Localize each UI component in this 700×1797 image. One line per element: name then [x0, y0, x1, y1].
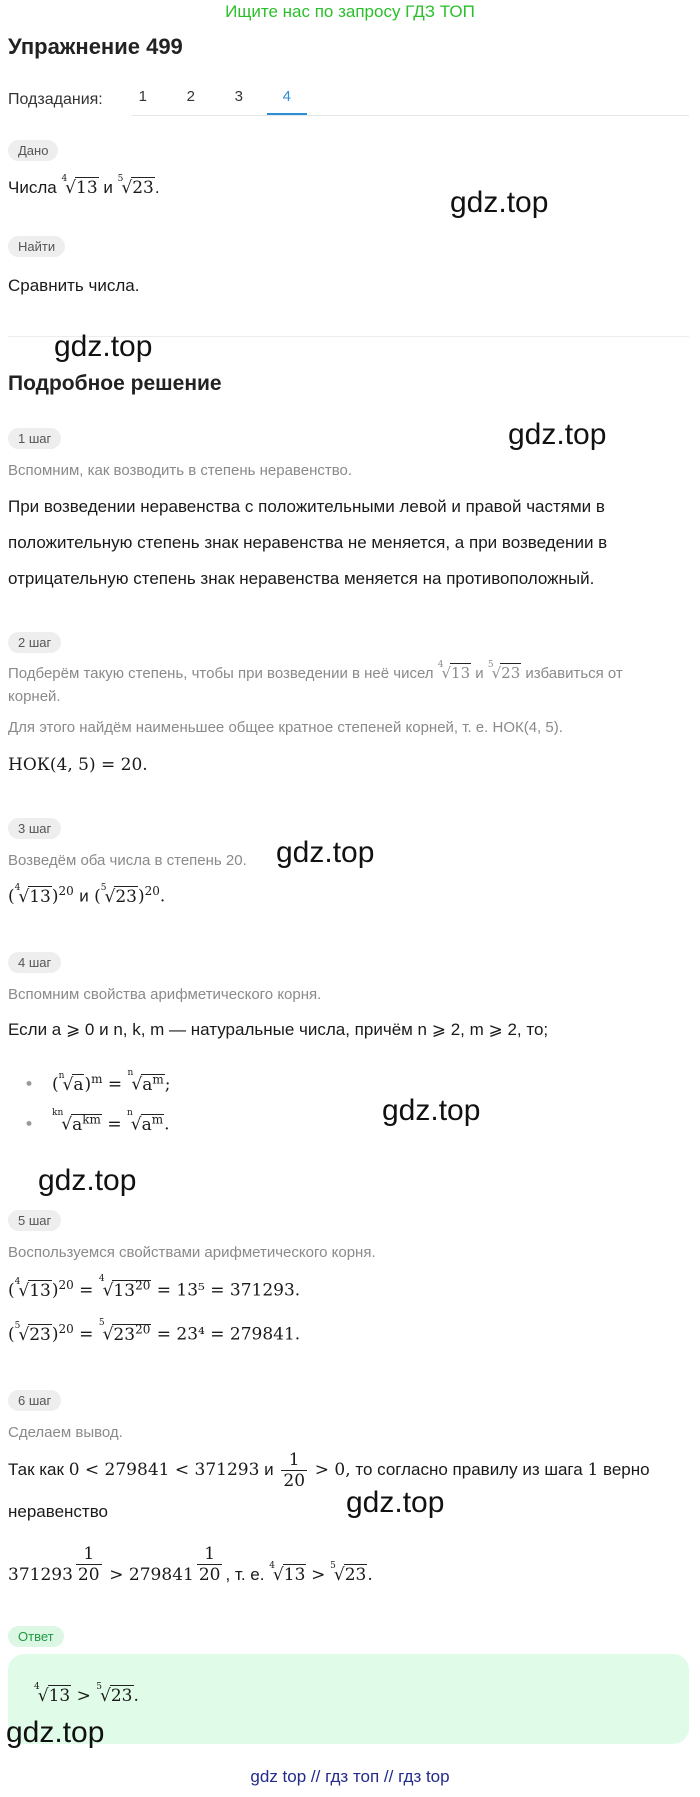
root-value: 23 — [132, 178, 154, 198]
answer-expression: $^4$√13 > $^5$√23. — [34, 1682, 139, 1706]
root-index: 4 — [14, 1276, 21, 1287]
given-chip: Дано — [8, 140, 58, 161]
prop1-eq: = — [107, 1074, 128, 1095]
frac-num: 1 — [197, 1544, 223, 1565]
step4-property-2: $•^{kn}√a^{km} = ^n√a^m$. — [24, 1108, 170, 1135]
subtasks-label: Подзадания: — [8, 90, 103, 108]
step2-hint — [8, 660, 623, 682]
tab-subtask-3[interactable]: 3 — [234, 88, 243, 105]
exponent: 20 — [58, 884, 74, 898]
root-index: 4 — [437, 660, 444, 670]
root-index: 5 — [487, 660, 494, 670]
given-end: . — [154, 178, 160, 197]
root-index: 5 — [330, 1561, 336, 1571]
watermark: gdz.top — [346, 1486, 445, 1519]
step5-line1-rest: = 13⁵ = 371293. — [156, 1280, 301, 1301]
solution-title: Подробное решение — [8, 372, 222, 395]
step1-line1: При возведении неравенства с положительными левой и правой частями в — [8, 497, 605, 516]
root-5-23: $^5$√23 — [487, 660, 521, 682]
root-value: 13 — [48, 1686, 71, 1706]
root-5-23: $^5$√23 — [117, 174, 154, 198]
root-value: 23 — [115, 886, 137, 907]
tab-subtask-1[interactable]: 1 — [138, 88, 147, 105]
tab-subtask-4[interactable]: 4 — [263, 84, 311, 115]
root-4-13: $^4$√13 — [61, 174, 98, 198]
root-value: 23 — [29, 1324, 51, 1345]
given-and: и — [103, 178, 113, 197]
step5-line2-rest: = 23⁴ = 279841. — [156, 1324, 301, 1345]
frac-num: 1 — [281, 1450, 307, 1471]
step6-inequality: 371293 $\frac{1}{20}$ > 279841 $\frac{1}{20}$ , т. е. $^4$√13 > $^5$√23. — [8, 1544, 373, 1585]
subtasks-nav — [8, 84, 311, 115]
root-index: 5 — [117, 174, 124, 184]
step3-chip: 3 шаг — [8, 818, 61, 839]
step6-chip: 6 шаг — [8, 1390, 61, 1411]
root-value: 13 — [29, 886, 51, 907]
frac-den: 20 — [77, 1565, 100, 1585]
step3-hint: Возведём оба числа в степень 20. — [8, 852, 247, 869]
step4-property-1: • $(^n√a)^m = ^n√a^m$; — [24, 1068, 171, 1095]
ineq-mid: > 279841 — [109, 1565, 194, 1585]
tabs-divider — [132, 115, 689, 116]
step2-chip: 2 шаг — [8, 632, 61, 653]
root-4-13: $^4$√13 — [14, 882, 51, 907]
given-text — [8, 174, 160, 198]
step2-hint-c: корней. — [8, 688, 61, 705]
step1-chip: 1 шаг — [8, 428, 61, 449]
watermark: gdz.top — [54, 330, 153, 363]
step2-hint-b: избавиться от — [525, 665, 623, 682]
frac-den: 20 — [283, 1471, 306, 1491]
root-value: 23 — [110, 1686, 133, 1706]
step5-line1: $(^4√13)^{20} = ^4√13^{20} = 13^5 = 371293$. — [8, 1274, 301, 1301]
frac-num: 1 — [76, 1544, 102, 1565]
watermark: gdz.top — [450, 186, 549, 219]
root-index: 4 — [34, 1682, 40, 1692]
root-index: 5 — [14, 1320, 21, 1331]
step2-hint2: Для этого найдём наименьшее общее кратное степеней корней, т. е. НОК(4, 5). — [8, 719, 563, 736]
fraction-1-20 — [281, 1450, 307, 1491]
ineq-left: 371293 — [8, 1565, 73, 1585]
footer-links[interactable]: gdz top // гдз топ // гдз top — [250, 1767, 450, 1786]
root-index: 4 — [269, 1561, 275, 1571]
root-index: 4 — [61, 174, 68, 184]
step3-end: . — [159, 886, 166, 907]
step1-hint: Вспомним, как возводить в степень неравенство. — [8, 462, 353, 479]
cond-step: 1 — [587, 1459, 599, 1480]
watermark: gdz.top — [6, 1716, 105, 1749]
prop2-end: . — [164, 1114, 170, 1135]
step5-chip: 5 шаг — [8, 1210, 61, 1231]
root-value: 13 — [451, 664, 471, 682]
step2-hint-a: Подберём такую степень, чтобы при возведении в неё чисел — [8, 665, 434, 682]
root-value: 13 — [283, 1565, 306, 1585]
watermark: gdz.top — [382, 1094, 481, 1127]
cond-b: то согласно правилу из шага — [355, 1459, 583, 1479]
cond-c: верно — [603, 1459, 650, 1479]
answer-chip: Ответ — [8, 1626, 64, 1647]
cond-math: 0 < 279841 < 371293 — [68, 1459, 260, 1480]
root-4-13: $^4$√13 — [437, 660, 471, 682]
step4-hint: Вспомним свойства арифметического корня. — [8, 986, 322, 1003]
cond-a: Так как — [8, 1459, 64, 1479]
cond-gt: > 0, — [314, 1459, 351, 1480]
step5-hint: Воспользуемся свойствами арифметического корня. — [8, 1244, 376, 1261]
tab-subtask-2[interactable]: 2 — [186, 88, 195, 105]
given-prefix: Числа — [8, 178, 57, 197]
page-title: Упражнение 499 — [8, 34, 183, 59]
step6-condition — [8, 1450, 650, 1491]
step6-hint: Сделаем вывод. — [8, 1424, 123, 1441]
root-value: 13 — [76, 178, 98, 198]
frac-den: 20 — [198, 1565, 221, 1585]
root-index: 5 — [98, 1318, 105, 1328]
watermark: gdz.top — [38, 1164, 137, 1197]
watermark: gdz.top — [276, 836, 375, 869]
root-value: 13 — [29, 1280, 51, 1301]
root-index: 5 — [96, 1682, 103, 1692]
cond-and: и — [264, 1459, 274, 1479]
root-index: 4 — [98, 1274, 105, 1284]
step5-line2: $(^5√23)^{20} = ^5√23^{20} = 23^4 = 279841$. — [8, 1318, 301, 1345]
root-5-23: $^5$√23 — [100, 882, 137, 907]
watermark: gdz.top — [508, 418, 607, 451]
step1-line3: отрицательную степень знак неравенства меняется на противоположный. — [8, 569, 595, 588]
exponent: 20 — [58, 1322, 74, 1336]
ineq-tail: , т. е. — [225, 1565, 265, 1584]
step3-expression: $(^4√13)^{20}$ и $(^5√23)^{20}$. — [8, 882, 166, 907]
top-banner: Ищите нас по запросу ГДЗ ТОП — [225, 2, 475, 21]
step4-chip: 4 шаг — [8, 952, 61, 973]
step6-cond-d: неравенство — [8, 1502, 109, 1521]
answer-end: . — [133, 1686, 139, 1706]
root-index: 5 — [100, 882, 107, 893]
exponent: 20 — [58, 1278, 74, 1292]
root-value: 23 — [501, 664, 521, 682]
root-index: 4 — [14, 882, 21, 893]
find-chip: Найти — [8, 236, 65, 257]
exponent: 20 — [144, 884, 160, 898]
root-value: 23 — [344, 1565, 367, 1585]
step1-line2: положительную степень знак неравенства не меняется, а при возведении в — [8, 533, 608, 552]
prop1-end: ; — [164, 1074, 171, 1095]
step4-condition: Если a ⩾ 0 и n, k, m — натуральные числа, причём n ⩾ 2, m ⩾ 2, то; — [8, 1020, 549, 1039]
step2-result: НОК(4, 5) = 20. — [8, 755, 148, 775]
ineq-end: . — [367, 1565, 373, 1585]
step3-and: и — [79, 886, 89, 906]
step2-hint-and: и — [475, 665, 484, 682]
find-text: Сравнить числа. — [8, 276, 140, 295]
